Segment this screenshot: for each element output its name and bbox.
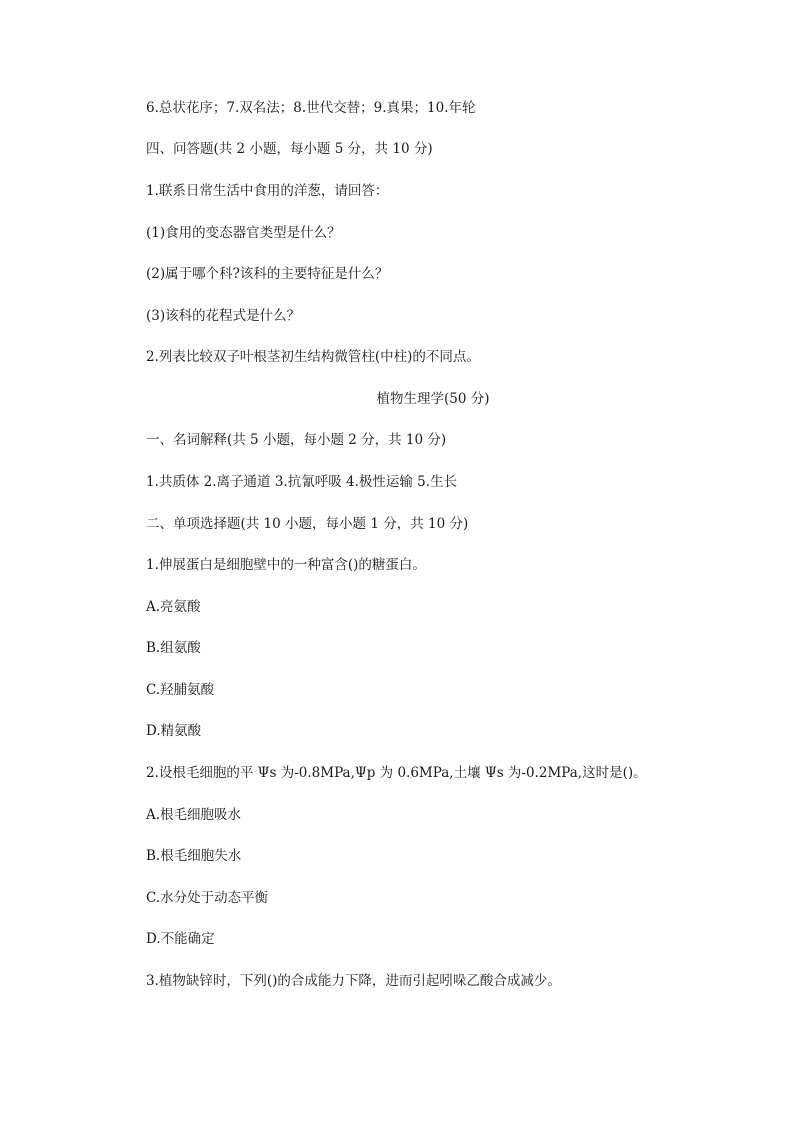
option-line: C.羟脯氨酸 [146,682,215,698]
question-line: 2.设根毛细胞的平 Ψs 为-0.8MPa,Ψp 为 0.6MPa,土壤 Ψs 为-0.2MPa,这时是()。 [146,765,647,781]
section-heading: 四、问答题(共 2 小题，每小题 5 分，共 10 分) [146,141,433,157]
sub-question-line: (1)食用的变态器官类型是什么？ [146,225,341,241]
question-line: 3.植物缺锌时，下列()的合成能力下降，进而引起吲哚乙酸合成减少。 [146,973,561,989]
question-line: 1.伸展蛋白是细胞壁中的一种富含()的糖蛋白。 [146,557,426,573]
option-line: B.根毛细胞失水 [146,848,242,864]
option-line: D.不能确定 [146,931,215,947]
text-line: 6.总状花序；7.双名法；8.世代交替；9.真果；10.年轮 [146,100,476,116]
option-line: D.精氨酸 [146,723,202,739]
text-line: 1.共质体 2.离子通道 3.抗氰呼吸 4.极性运输 5.生长 [146,474,458,490]
section-heading: 二、单项选择题(共 10 小题，每小题 1 分，共 10 分) [146,516,469,532]
part-title: 植物生理学(50 分) [376,391,490,407]
option-line: A.亮氨酸 [146,599,201,615]
sub-question-line: (2)属于哪个科?该科的主要特征是什么？ [146,266,389,282]
sub-question-line: (3)该科的花程式是什么？ [146,308,301,324]
option-line: C.水分处于动态平衡 [146,890,269,906]
question-line: 1.联系日常生活中食用的洋葱，请回答： [146,183,389,199]
option-line: A.根毛细胞吸水 [146,807,242,823]
option-line: B.组氨酸 [146,640,201,656]
question-line: 2.列表比较双子叶根茎初生结构微管柱(中柱)的不同点。 [146,349,480,365]
section-heading: 一、名词解释(共 5 小题，每小题 2 分，共 10 分) [146,432,447,448]
